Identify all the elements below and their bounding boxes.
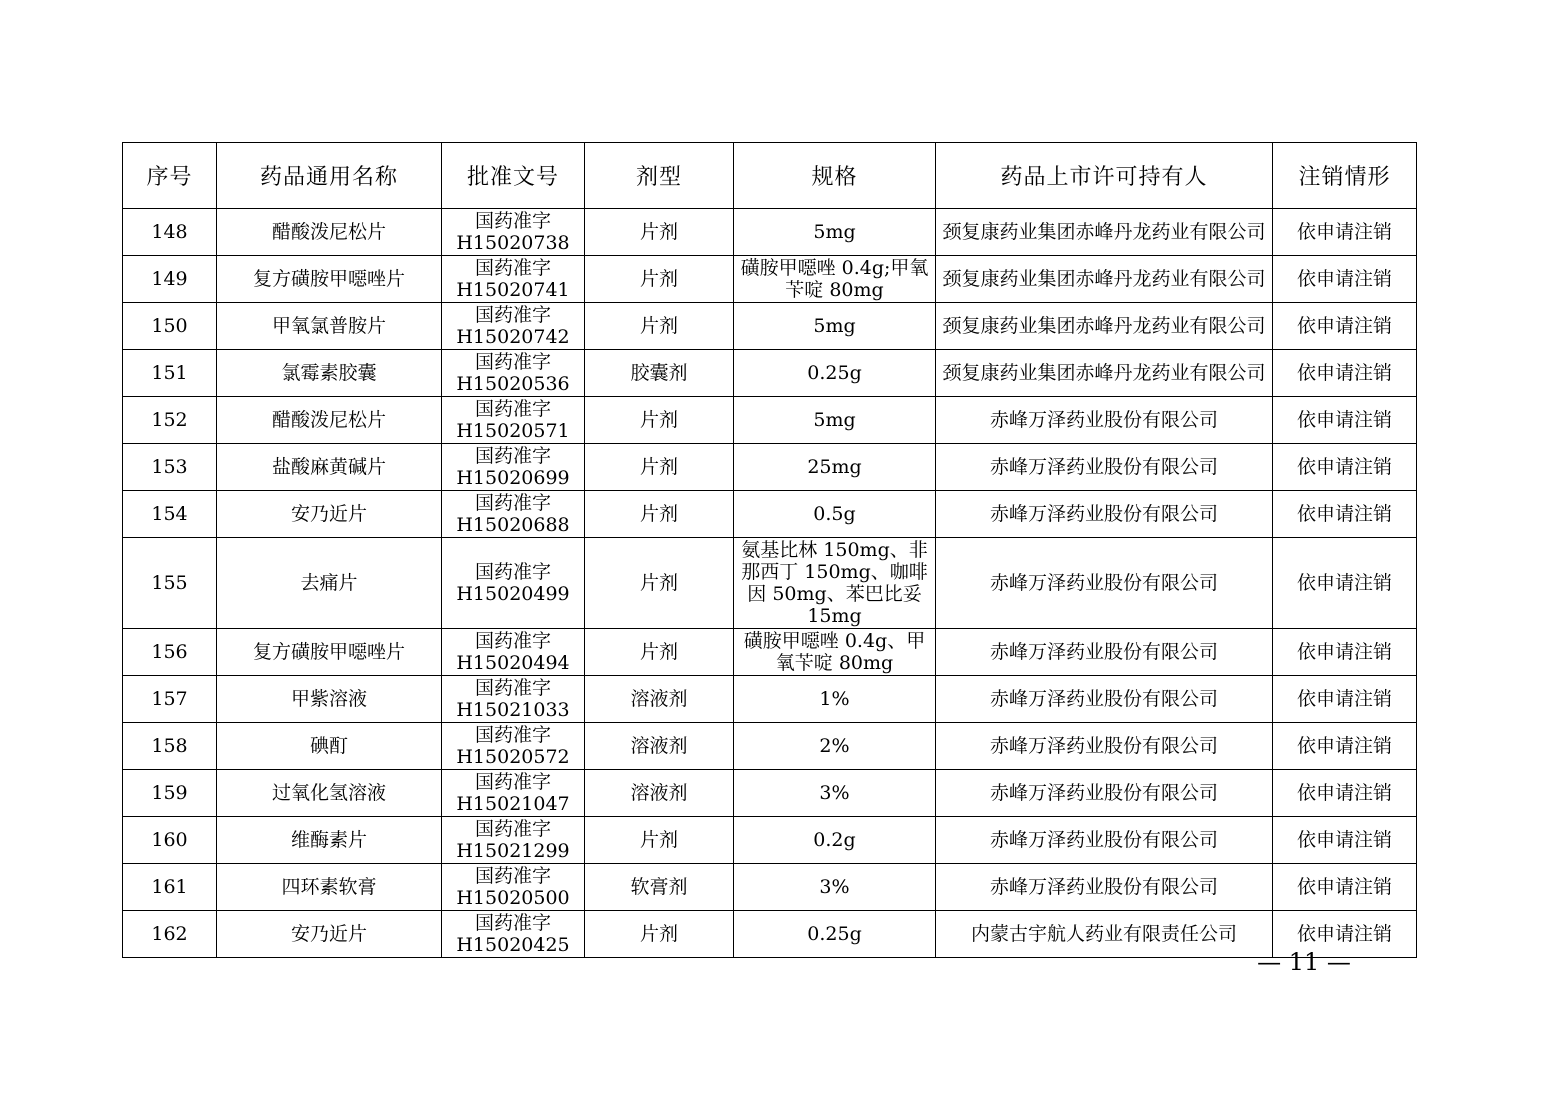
approval-prefix: 国药准字 — [474, 351, 551, 373]
cell-drug-name: 维酶素片 — [217, 817, 442, 864]
cell-approval-number — [442, 303, 585, 350]
cell-cancellation-type: 依申请注销 — [1273, 911, 1417, 958]
cell-specification: 5mg — [734, 209, 936, 256]
page-number: — 11 — — [1257, 948, 1351, 976]
cell-license-holder: 赤峰万泽药业股份有限公司 — [936, 770, 1273, 817]
header-row — [123, 143, 1417, 209]
cell-license-holder: 颈复康药业集团赤峰丹龙药业有限公司 — [936, 209, 1273, 256]
cell-dosage-form: 片剂 — [585, 911, 734, 958]
cell-cancellation-type: 依申请注销 — [1273, 676, 1417, 723]
header-specification: 规格 — [734, 143, 936, 209]
table-row — [123, 491, 1417, 538]
cell-specification: 0.25g — [734, 911, 936, 958]
cell-license-holder: 颈复康药业集团赤峰丹龙药业有限公司 — [936, 350, 1273, 397]
cell-cancellation-type: 依申请注销 — [1273, 723, 1417, 770]
approval-code: H15020499 — [456, 583, 570, 605]
approval-prefix: 国药准字 — [474, 912, 551, 934]
cell-cancellation-type: 依申请注销 — [1273, 491, 1417, 538]
cell-dosage-form: 片剂 — [585, 303, 734, 350]
table-header — [123, 143, 1417, 209]
cell-cancellation-type: 依申请注销 — [1273, 629, 1417, 676]
cell-index: 162 — [123, 911, 217, 958]
cell-specification: 氨基比林 150mg、非那西丁 150mg、咖啡因 50mg、苯巴比妥 15mg — [734, 538, 936, 629]
cell-approval-number — [442, 911, 585, 958]
cell-license-holder: 颈复康药业集团赤峰丹龙药业有限公司 — [936, 303, 1273, 350]
approval-prefix: 国药准字 — [474, 865, 551, 887]
table-row — [123, 444, 1417, 491]
approval-prefix: 国药准字 — [474, 257, 551, 279]
cell-specification: 5mg — [734, 303, 936, 350]
cell-drug-name: 去痛片 — [217, 538, 442, 629]
cell-approval-number — [442, 209, 585, 256]
cell-drug-name: 氯霉素胶囊 — [217, 350, 442, 397]
cell-approval-number — [442, 629, 585, 676]
cell-cancellation-type: 依申请注销 — [1273, 538, 1417, 629]
table-row — [123, 864, 1417, 911]
cell-index: 151 — [123, 350, 217, 397]
cell-specification: 3% — [734, 864, 936, 911]
cell-index: 149 — [123, 256, 217, 303]
cell-license-holder: 赤峰万泽药业股份有限公司 — [936, 444, 1273, 491]
cell-cancellation-type: 依申请注销 — [1273, 350, 1417, 397]
cell-cancellation-type: 依申请注销 — [1273, 864, 1417, 911]
approval-code: H15020741 — [456, 279, 570, 301]
approval-code: H15020572 — [456, 746, 570, 768]
cell-specification: 25mg — [734, 444, 936, 491]
cell-specification: 1% — [734, 676, 936, 723]
cell-index: 161 — [123, 864, 217, 911]
cell-index: 158 — [123, 723, 217, 770]
cell-dosage-form: 片剂 — [585, 817, 734, 864]
cell-dosage-form: 片剂 — [585, 444, 734, 491]
cell-specification: 3% — [734, 770, 936, 817]
cell-cancellation-type: 依申请注销 — [1273, 817, 1417, 864]
cell-dosage-form: 溶液剂 — [585, 770, 734, 817]
cell-approval-number — [442, 538, 585, 629]
approval-code: H15020699 — [456, 467, 570, 489]
cell-cancellation-type: 依申请注销 — [1273, 444, 1417, 491]
table-row — [123, 303, 1417, 350]
cell-dosage-form: 片剂 — [585, 491, 734, 538]
cell-index: 157 — [123, 676, 217, 723]
cell-approval-number — [442, 444, 585, 491]
approval-prefix: 国药准字 — [474, 210, 551, 232]
table-body — [123, 209, 1417, 958]
cell-index: 150 — [123, 303, 217, 350]
cell-drug-name: 碘酊 — [217, 723, 442, 770]
cell-specification: 磺胺甲噁唑 0.4g;甲氧苄啶 80mg — [734, 256, 936, 303]
cell-dosage-form: 软膏剂 — [585, 864, 734, 911]
approval-code: H15021033 — [456, 699, 570, 721]
cell-license-holder: 赤峰万泽药业股份有限公司 — [936, 538, 1273, 629]
cell-license-holder: 赤峰万泽药业股份有限公司 — [936, 491, 1273, 538]
approval-prefix: 国药准字 — [474, 492, 551, 514]
cell-cancellation-type: 依申请注销 — [1273, 209, 1417, 256]
table-row — [123, 676, 1417, 723]
cell-approval-number — [442, 256, 585, 303]
approval-prefix: 国药准字 — [474, 818, 551, 840]
cell-dosage-form: 片剂 — [585, 397, 734, 444]
approval-prefix: 国药准字 — [474, 398, 551, 420]
cell-index: 148 — [123, 209, 217, 256]
cell-dosage-form: 片剂 — [585, 629, 734, 676]
table-row — [123, 209, 1417, 256]
approval-code: H15020425 — [456, 934, 570, 956]
table-row — [123, 397, 1417, 444]
cell-index: 154 — [123, 491, 217, 538]
cell-approval-number — [442, 397, 585, 444]
approval-prefix: 国药准字 — [474, 677, 551, 699]
cell-dosage-form: 片剂 — [585, 209, 734, 256]
table-row — [123, 911, 1417, 958]
header-drug-name: 药品通用名称 — [217, 143, 442, 209]
cell-approval-number — [442, 350, 585, 397]
cell-index: 153 — [123, 444, 217, 491]
approval-code: H15020571 — [456, 420, 570, 442]
cell-drug-name: 四环素软膏 — [217, 864, 442, 911]
header-cancellation-type: 注销情形 — [1273, 143, 1417, 209]
cell-approval-number — [442, 676, 585, 723]
cell-drug-name: 甲氧氯普胺片 — [217, 303, 442, 350]
cell-specification: 0.5g — [734, 491, 936, 538]
cell-approval-number — [442, 491, 585, 538]
cancelled-drugs-table — [122, 142, 1417, 958]
header-license-holder: 药品上市许可持有人 — [936, 143, 1273, 209]
approval-code: H15020500 — [456, 887, 570, 909]
table-row — [123, 629, 1417, 676]
approval-code: H15021047 — [456, 793, 570, 815]
cell-dosage-form: 胶囊剂 — [585, 350, 734, 397]
table-row — [123, 350, 1417, 397]
cell-license-holder: 赤峰万泽药业股份有限公司 — [936, 723, 1273, 770]
cell-license-holder: 赤峰万泽药业股份有限公司 — [936, 817, 1273, 864]
cell-dosage-form: 溶液剂 — [585, 723, 734, 770]
cell-cancellation-type: 依申请注销 — [1273, 303, 1417, 350]
approval-code: H15020494 — [456, 652, 570, 674]
cell-specification: 磺胺甲噁唑 0.4g、甲氧苄啶 80mg — [734, 629, 936, 676]
cell-license-holder: 内蒙古宇航人药业有限责任公司 — [936, 911, 1273, 958]
cell-specification: 0.2g — [734, 817, 936, 864]
approval-prefix: 国药准字 — [474, 630, 551, 652]
cell-index: 160 — [123, 817, 217, 864]
cell-drug-name: 复方磺胺甲噁唑片 — [217, 256, 442, 303]
table-row — [123, 723, 1417, 770]
approval-code: H15020536 — [456, 373, 570, 395]
cell-license-holder: 赤峰万泽药业股份有限公司 — [936, 397, 1273, 444]
cell-cancellation-type: 依申请注销 — [1273, 770, 1417, 817]
cell-drug-name: 过氧化氢溶液 — [217, 770, 442, 817]
approval-prefix: 国药准字 — [474, 724, 551, 746]
cell-cancellation-type: 依申请注销 — [1273, 256, 1417, 303]
approval-prefix: 国药准字 — [474, 445, 551, 467]
cell-specification: 2% — [734, 723, 936, 770]
table-row — [123, 256, 1417, 303]
cell-drug-name: 安乃近片 — [217, 911, 442, 958]
cell-index: 156 — [123, 629, 217, 676]
cell-index: 152 — [123, 397, 217, 444]
table-row — [123, 817, 1417, 864]
cell-index: 159 — [123, 770, 217, 817]
cell-approval-number — [442, 817, 585, 864]
approval-code: H15020742 — [456, 326, 570, 348]
cell-cancellation-type: 依申请注销 — [1273, 397, 1417, 444]
cell-drug-name: 安乃近片 — [217, 491, 442, 538]
cell-drug-name: 复方磺胺甲噁唑片 — [217, 629, 442, 676]
header-index: 序号 — [123, 143, 217, 209]
cell-dosage-form: 片剂 — [585, 256, 734, 303]
cell-approval-number — [442, 723, 585, 770]
cell-specification: 5mg — [734, 397, 936, 444]
table-row — [123, 538, 1417, 629]
approval-prefix: 国药准字 — [474, 304, 551, 326]
cell-approval-number — [442, 864, 585, 911]
cell-index: 155 — [123, 538, 217, 629]
cell-specification: 0.25g — [734, 350, 936, 397]
cell-dosage-form: 溶液剂 — [585, 676, 734, 723]
cell-dosage-form: 片剂 — [585, 538, 734, 629]
cell-license-holder: 赤峰万泽药业股份有限公司 — [936, 864, 1273, 911]
approval-prefix: 国药准字 — [474, 561, 551, 583]
approval-prefix: 国药准字 — [474, 771, 551, 793]
cell-drug-name: 盐酸麻黄碱片 — [217, 444, 442, 491]
cell-drug-name: 醋酸泼尼松片 — [217, 397, 442, 444]
header-approval-number: 批准文号 — [442, 143, 585, 209]
cell-drug-name: 甲紫溶液 — [217, 676, 442, 723]
cell-approval-number — [442, 770, 585, 817]
cell-drug-name: 醋酸泼尼松片 — [217, 209, 442, 256]
header-dosage-form: 剂型 — [585, 143, 734, 209]
approval-code: H15020738 — [456, 232, 570, 254]
table-row — [123, 770, 1417, 817]
approval-code: H15021299 — [456, 840, 570, 862]
approval-code: H15020688 — [456, 514, 570, 536]
cell-license-holder: 赤峰万泽药业股份有限公司 — [936, 676, 1273, 723]
cell-license-holder: 赤峰万泽药业股份有限公司 — [936, 629, 1273, 676]
cell-license-holder: 颈复康药业集团赤峰丹龙药业有限公司 — [936, 256, 1273, 303]
